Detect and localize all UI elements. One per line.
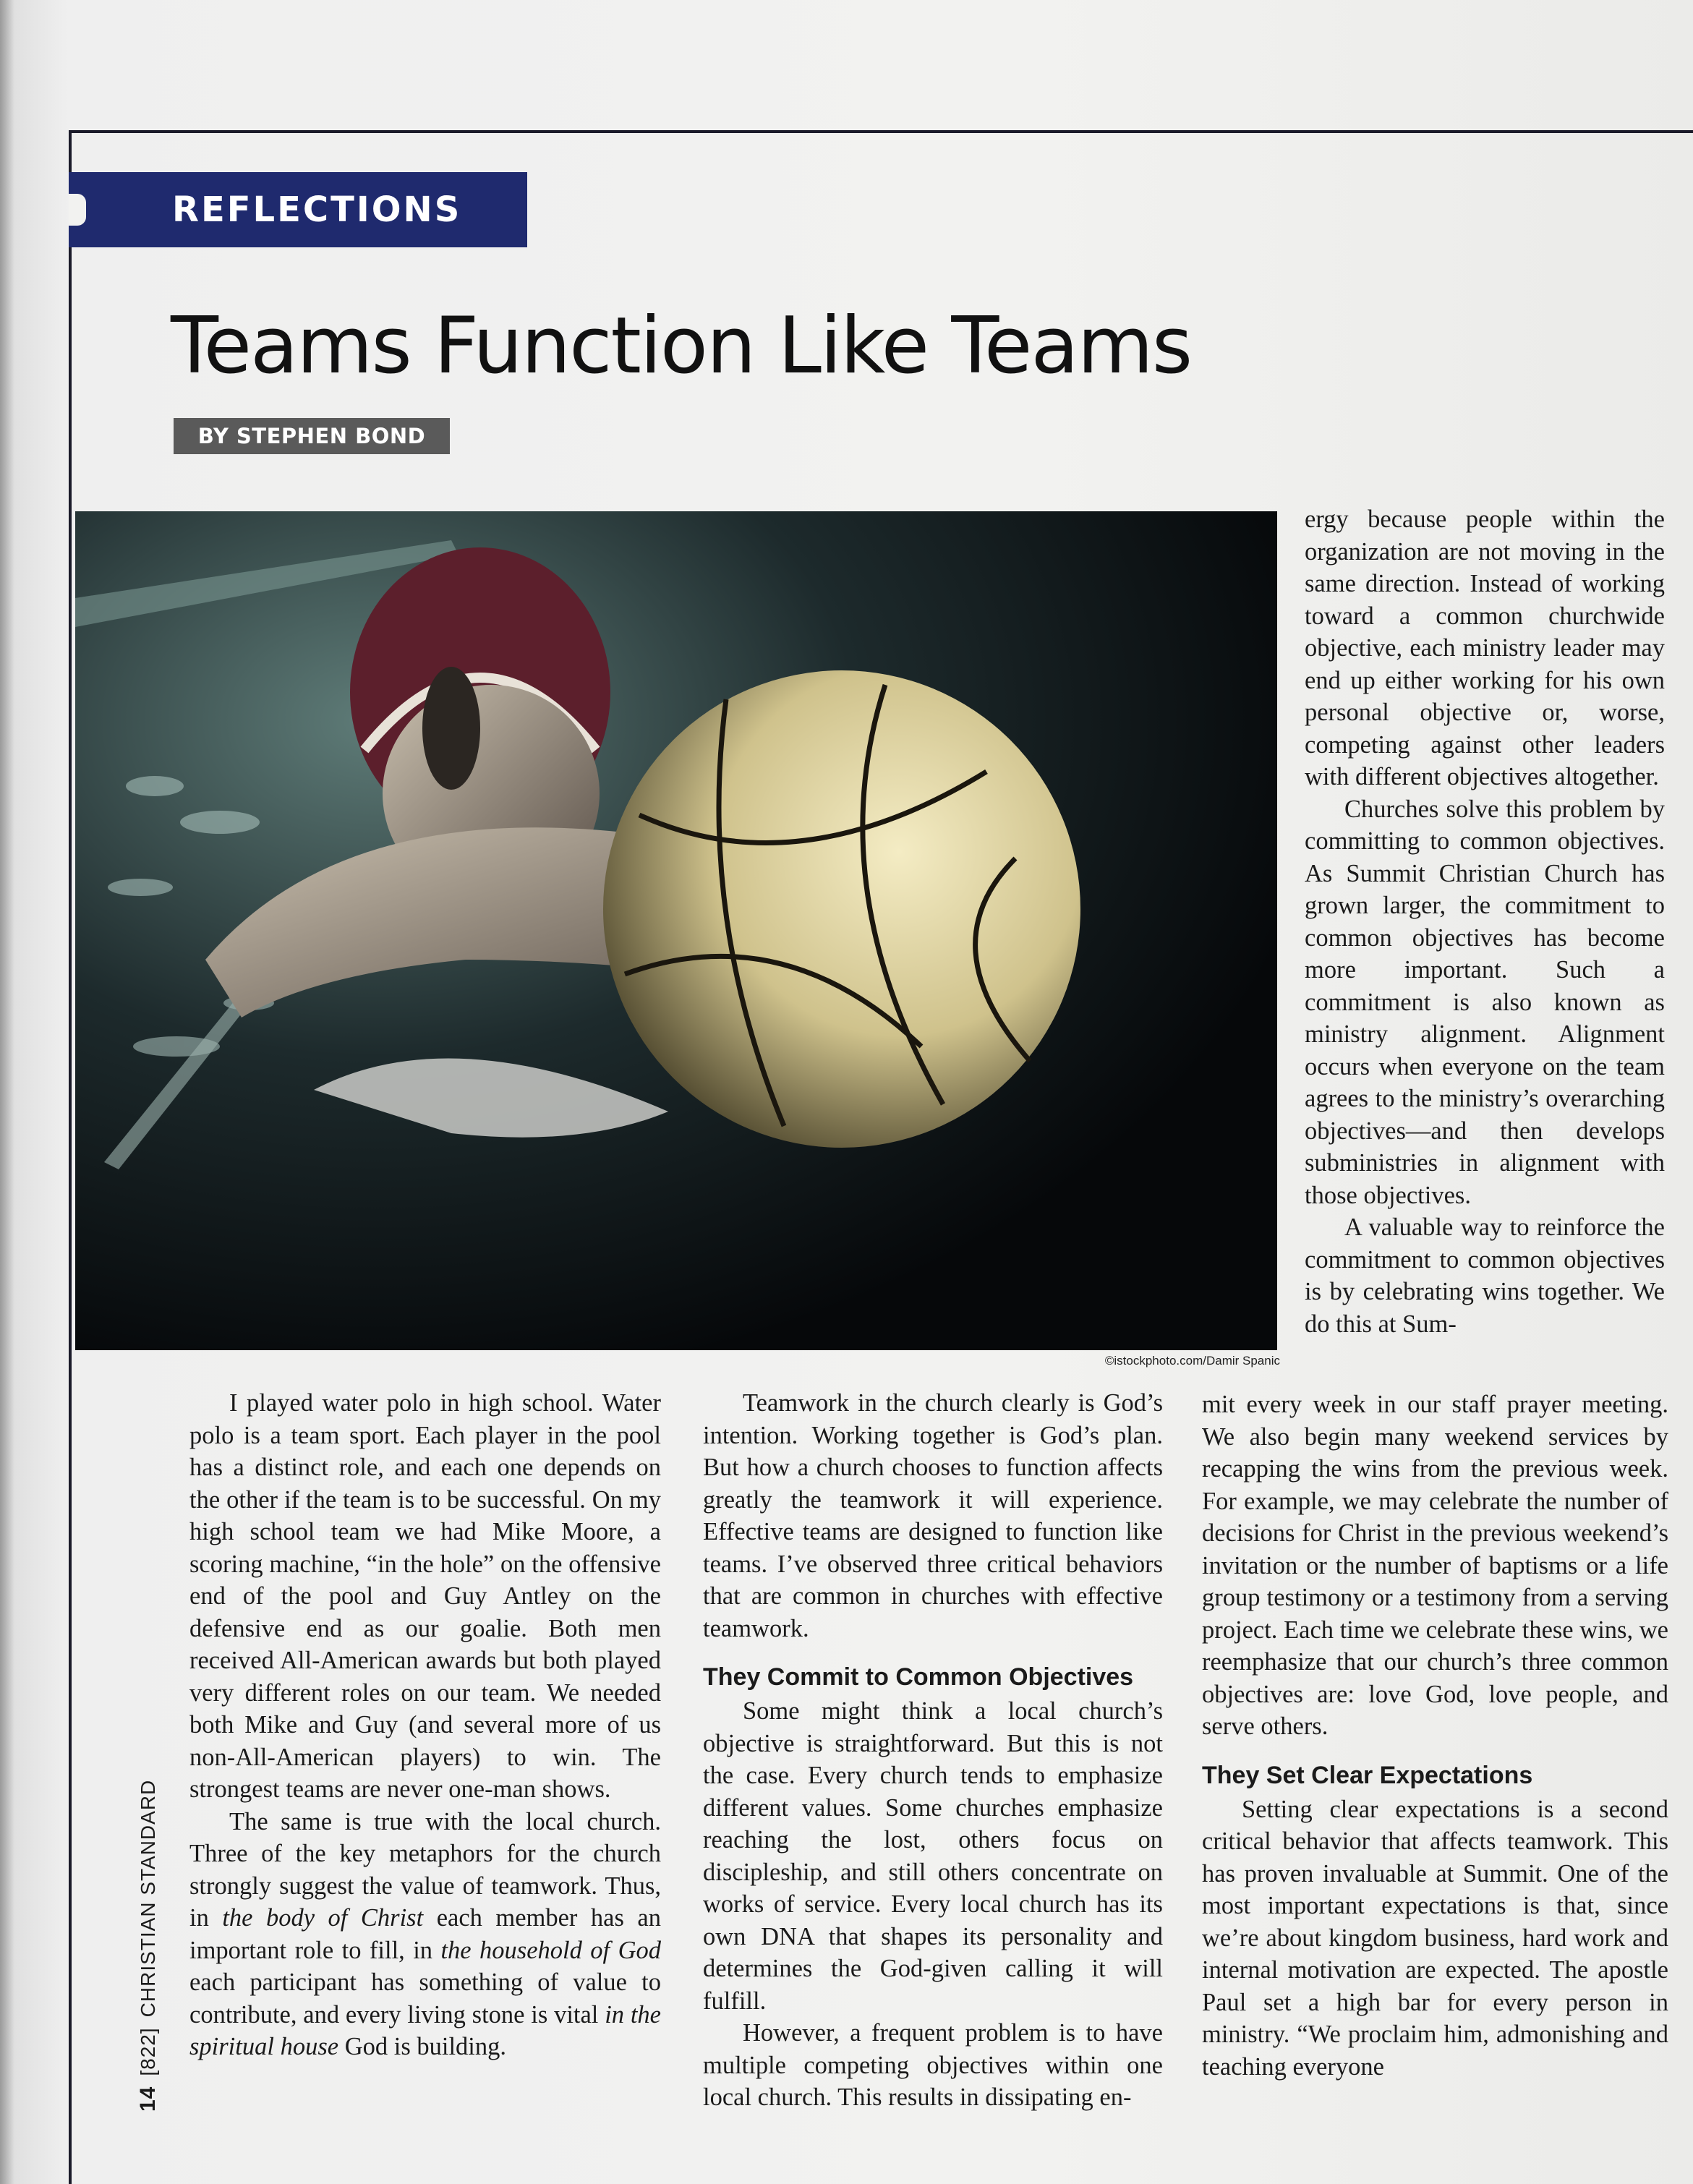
- paragraph: mit every week in our staff prayer meeting. We also begin many weekend services by recapping the wins from the previous week. For example, we may celebrate the number of decisions for Christ in the previous weekend’s invitation or the number of baptisms or a life group testimony or a testimony from a serving project. Each time we celebrate these wins, we reemphasize that our church’s three common objectives are: love God, love people, and serve others.: [1202, 1391, 1668, 1740]
- italic-phrase: the household of God: [440, 1936, 661, 1964]
- article-column-3-upper: [1305, 503, 1665, 1340]
- frame-rule-top: [69, 130, 1693, 133]
- paragraph: The same is true with the local church. Three of the key metaphors for the church strongly suggest the value of teamwork. Thus, in the body of Christ each member has an important role to fill, in the household of God each participant has something of value to contribute, and every living stone is vital in the spiritual house God is building.: [189, 1807, 661, 2060]
- paragraph: I played water polo in high school. Water polo is a team sport. Each player in the pool has a distinct role, and each one depends on the other if the team is to be successful. On my high school team we had Mike Moore, a scoring machine, “in the hole” on the offensive end of the pool and Guy Antley on the defensive end as our goalie. Both men received All-American awards but both played very different roles on our team. We needed both Mike and Guy (and several more of us non-All-American players) to win. The strongest teams are never one-man shows.: [189, 1389, 661, 1803]
- water-polo-photo: [75, 511, 1277, 1350]
- italic-phrase: in the spiritual house: [189, 2000, 661, 2060]
- paragraph: However, a frequent problem is to have multiple competing objectives within one local church. This results in dissipating en-: [703, 2019, 1163, 2111]
- photo-credit: ©istockphoto.com/Damir Spanic: [1104, 1354, 1280, 1368]
- paragraph: Churches solve this problem by committing to common objectives. As Summit Christian Church has grown larger, the commitment to common objectives has become more important. Such a commitment is also known as ministry alignment. Alignment occurs when everyone on the team agrees to the ministry’s overarching objectives—and then develops subministries in alignment with those objectives.: [1305, 795, 1665, 1209]
- section-label: REFLECTIONS: [69, 172, 527, 247]
- italic-phrase: the body of Christ: [222, 1904, 424, 1932]
- paragraph: A valuable way to reinforce the commitment to common objectives is by celebrating wins together. We do this at Sum-: [1305, 1213, 1665, 1338]
- article-column-3-lower: [1202, 1389, 1668, 2083]
- page-number: 14: [136, 2086, 160, 2112]
- frame-rule-left: [69, 130, 72, 2184]
- article-column-2: [703, 1387, 1163, 2114]
- article-column-1: [189, 1387, 661, 2063]
- page-gutter-shadow: [0, 0, 14, 2184]
- paragraph: Setting clear expectations is a second critical behavior that affects teamwork. This has proven invaluable at Summit. One of the most important expectations is that, since we’re about kingdom business, hard work and internal motivation are expected. The apostle Paul set a high bar for every person in ministry. “We proclaim him, admonishing and teaching everyone: [1202, 1795, 1668, 2081]
- paragraph: Some might think a local church’s objective is straightforward. But this is not the case. Every church tends to emphasize different values. Some churches emphasize reaching the lost, others focus on discipleship, and still others concentrate on works of service. Every local church has its own DNA that shapes its personality and determines the God-given calling it will fulfill.: [703, 1697, 1163, 2015]
- paragraph: Teamwork in the church clearly is God’s intention. Working together is God’s plan. But how a church chooses to function affects greatly the teamwork it will experience. Effective teams are designed to function like teams. I’ve observed three critical behaviors that are common in churches with effective teamwork.: [703, 1389, 1163, 1642]
- article-title: Teams Function Like Teams: [171, 301, 1192, 391]
- folio: [136, 1780, 161, 2112]
- paragraph: ergy because people within the organization are not moving in the same direction. Instead of working toward a common churchwide objective, each ministry leader may end up either working for his own personal objective or, worse, competing against other leaders with different objectives altogether.: [1305, 506, 1665, 790]
- publication-name: CHRISTIAN STANDARD: [137, 1779, 159, 2018]
- subheading: They Set Clear Expectations: [1202, 1761, 1533, 1789]
- subheading: They Commit to Common Objectives: [703, 1663, 1134, 1691]
- issue-number: [822]: [137, 2027, 159, 2076]
- byline: BY STEPHEN BOND: [174, 418, 450, 454]
